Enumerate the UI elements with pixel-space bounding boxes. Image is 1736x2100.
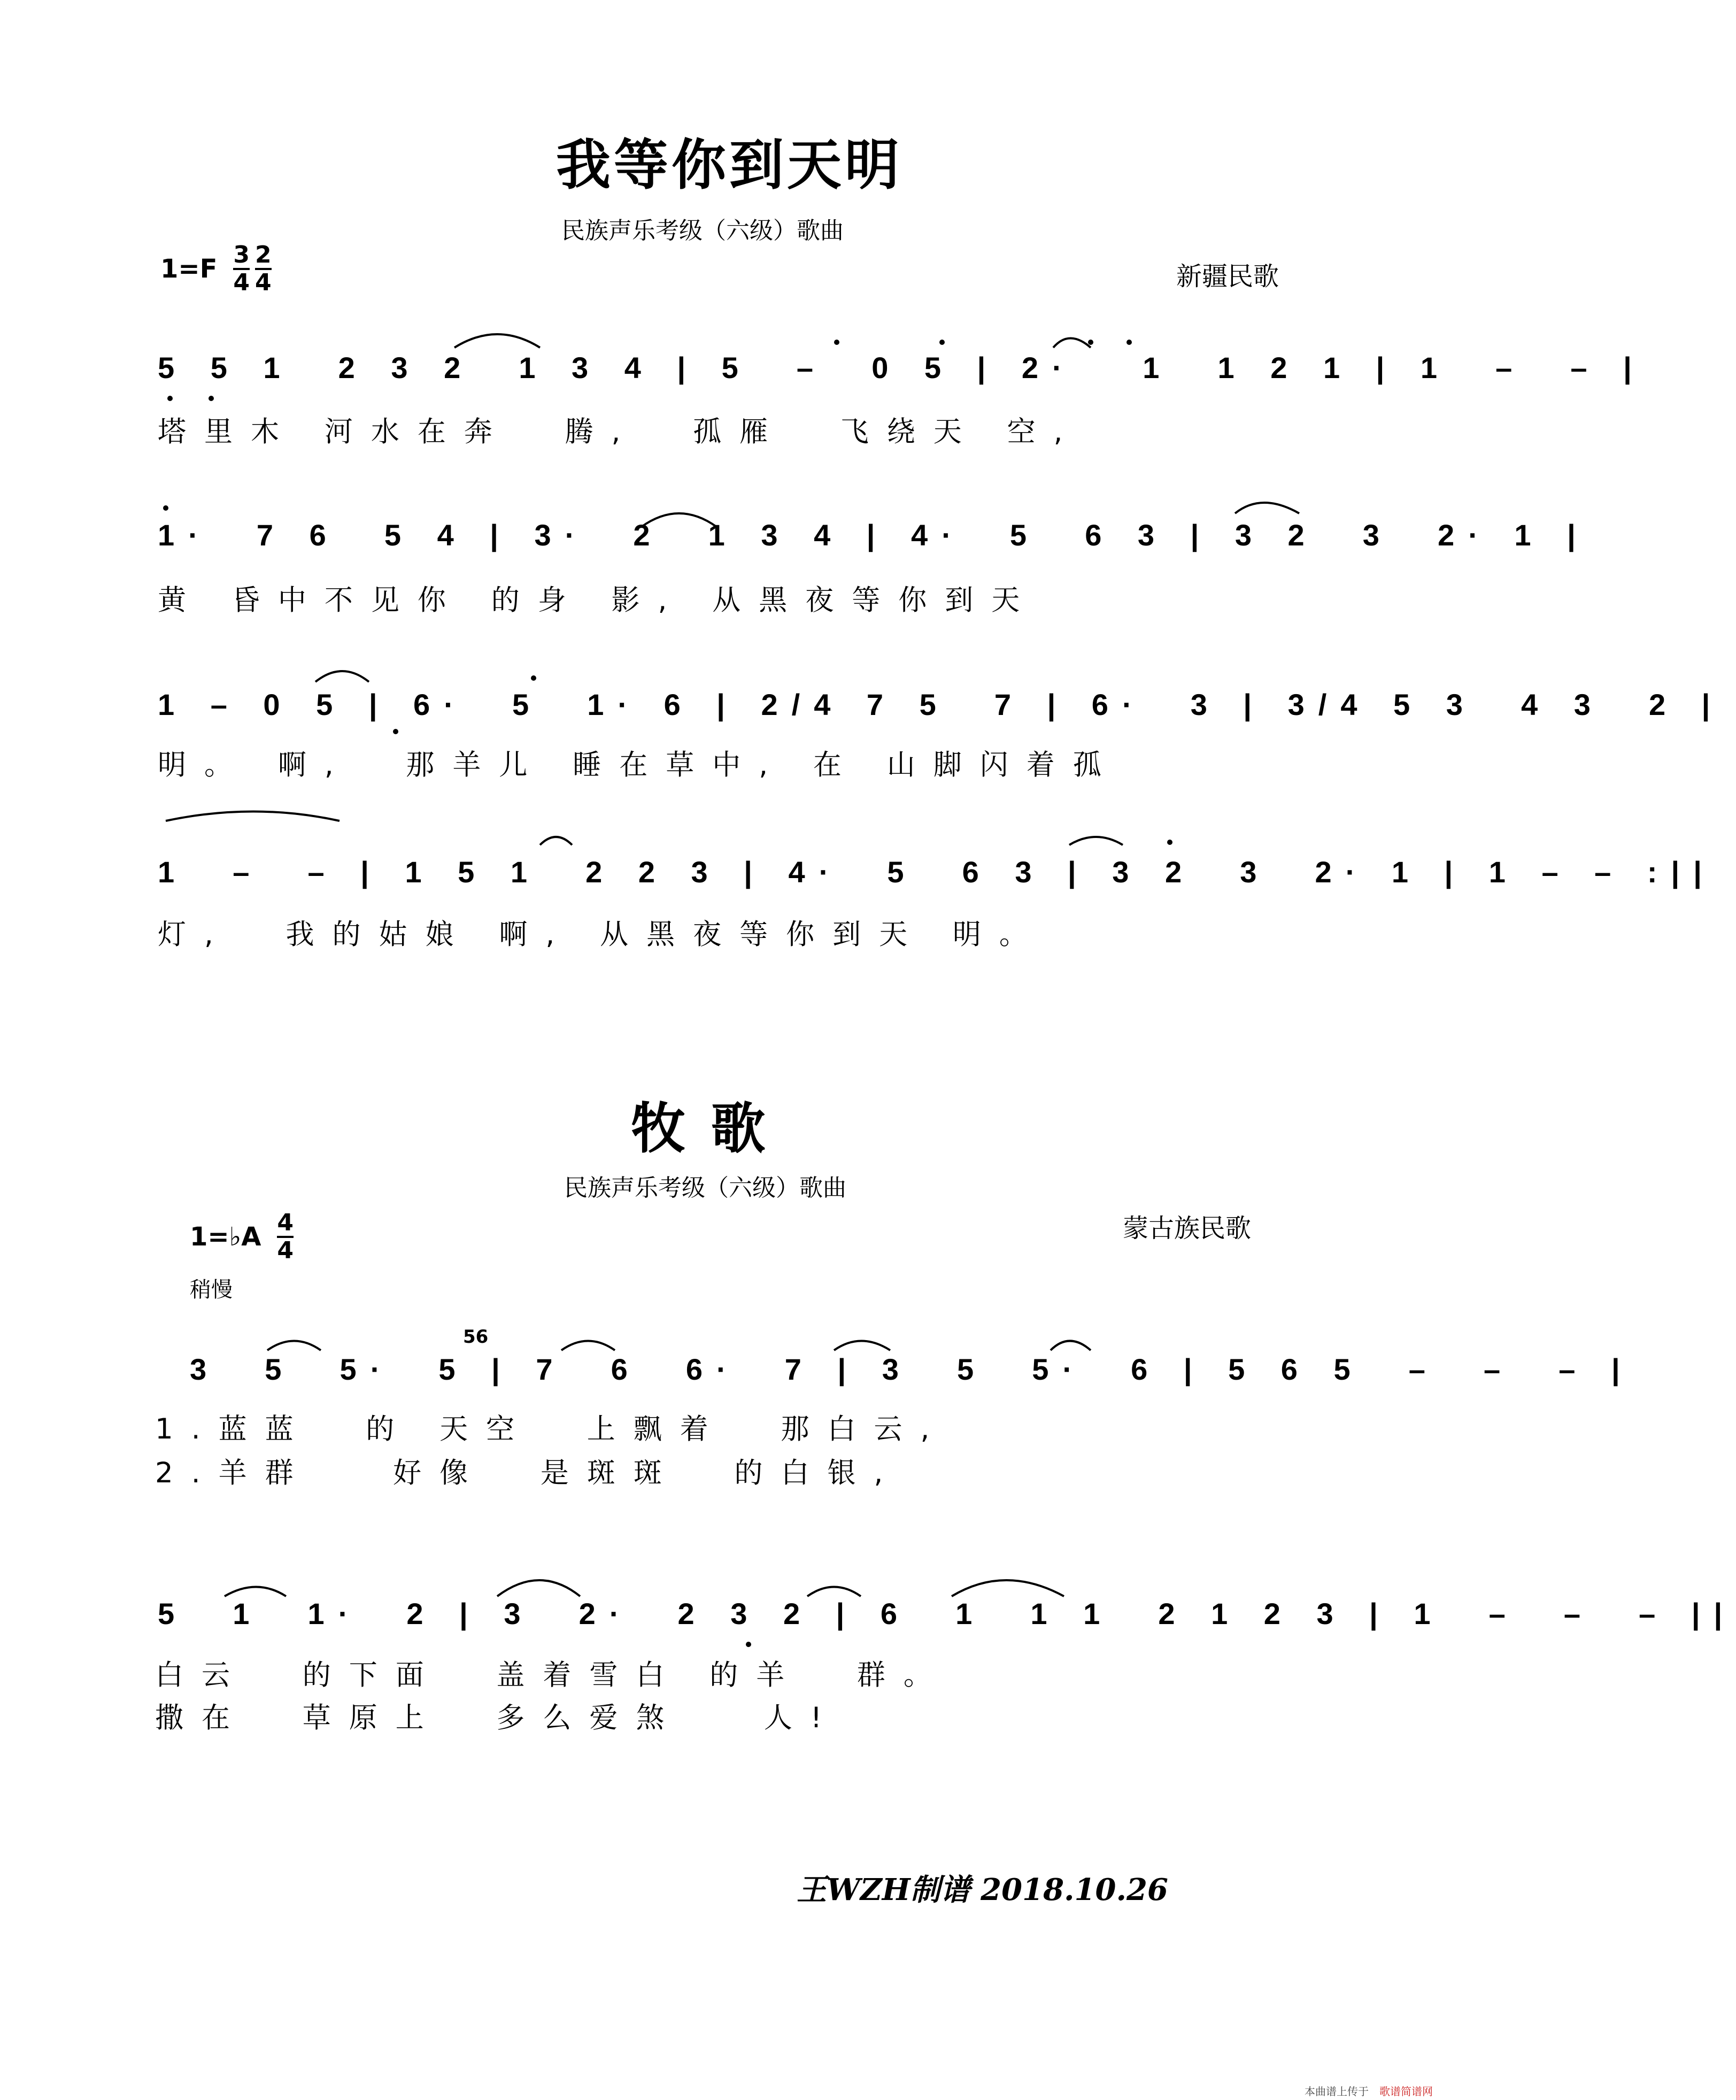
- song2-key: 1=♭A: [190, 1222, 261, 1252]
- song1-key: 1=F: [160, 254, 218, 284]
- song1-title: 我等你到天明: [556, 133, 902, 197]
- song2-system-1-lyrics-verse-2: 2.羊群 好像 是斑斑 的白银,: [155, 1457, 901, 1489]
- song1-system-3-lyrics: 明。 啊, 那羊儿 睡在草中, 在 山脚闪着孤: [158, 749, 1120, 781]
- song1-system-1-notes: 5 5 1 2 3 2 1 3 4 | 5 – 0 5 | 2· 1 1 2 1 | 1 – – |: [158, 351, 1646, 384]
- song2-tempo: 稍慢: [190, 1278, 233, 1302]
- song1-subtitle: 民族声乐考级（六级）歌曲: [561, 217, 844, 244]
- site-watermark-logo: 歌谱简谱网: [1379, 2085, 1433, 2098]
- song2-system-1-lyrics-verse-1: 1.蓝蓝 的 天空 上飘着 那白云,: [155, 1413, 948, 1445]
- song2-subtitle: 民族声乐考级（六级）歌曲: [564, 1174, 846, 1202]
- song1-time-signature-b: 2 4: [255, 241, 272, 296]
- song1-system-3-notes: 1 – 0 5 | 6· 5 1· 6 | 2/4 7 5 7 | 6· 3 | 3/4 5 3 4 3 2 |: [158, 688, 1724, 721]
- song2-system-2-lyrics-verse-1: 白云 的下面 盖着雪白 的羊 群。: [155, 1659, 950, 1691]
- song1-system-1-lyrics: 塔里木 河水在奔 腾, 孤雁 飞绕天 空,: [158, 416, 1081, 448]
- song1-system-2-lyrics: 黄 昏中不见你 的身 影, 从黑夜等你到天: [158, 584, 1038, 617]
- song1-system-4-notes: 1 – – | 1 5 1 2 2 3 | 4· 5 6 3 | 3 2 3 2· 1 | 1 – – :||: [158, 855, 1716, 889]
- song2-system-1-notes: 3 5 5· 5 | 7 6 6· 7 | 3 5 5· 6 | 5 6 5 – – – |: [190, 1352, 1634, 1386]
- song1-time-signature-a: 3 4: [233, 241, 250, 296]
- song2-title: 牧 歌: [631, 1097, 769, 1161]
- song2-system-2-lyrics-verse-2: 撒在 草原上 多么爱煞 人!: [155, 1702, 840, 1734]
- song1-composer: 新疆民歌: [1176, 261, 1279, 291]
- song2-time-signature: 4 4: [277, 1209, 294, 1264]
- song2-grace-notes: 56: [463, 1326, 489, 1348]
- song1-system-2-notes: 1· 7 6 5 4 | 3· 2 1 3 4 | 4· 5 6 3 | 3 2 3 2· 1 |: [158, 518, 1590, 552]
- upload-watermark: 本曲谱上传于: [1305, 2085, 1369, 2098]
- transcriber-credit: 王WZH制谱 2018.10.26: [797, 1872, 1168, 1907]
- song2-system-2-notes: 5 1 1· 2 | 3 2· 2 3 2 | 6 1 1 1 2 1 2 3 | 1 – – – ||: [158, 1597, 1736, 1630]
- song1-system-4-lyrics: 灯, 我的姑娘 啊, 从黑夜等你到天 明。: [158, 918, 1046, 951]
- song2-composer: 蒙古族民歌: [1123, 1213, 1252, 1243]
